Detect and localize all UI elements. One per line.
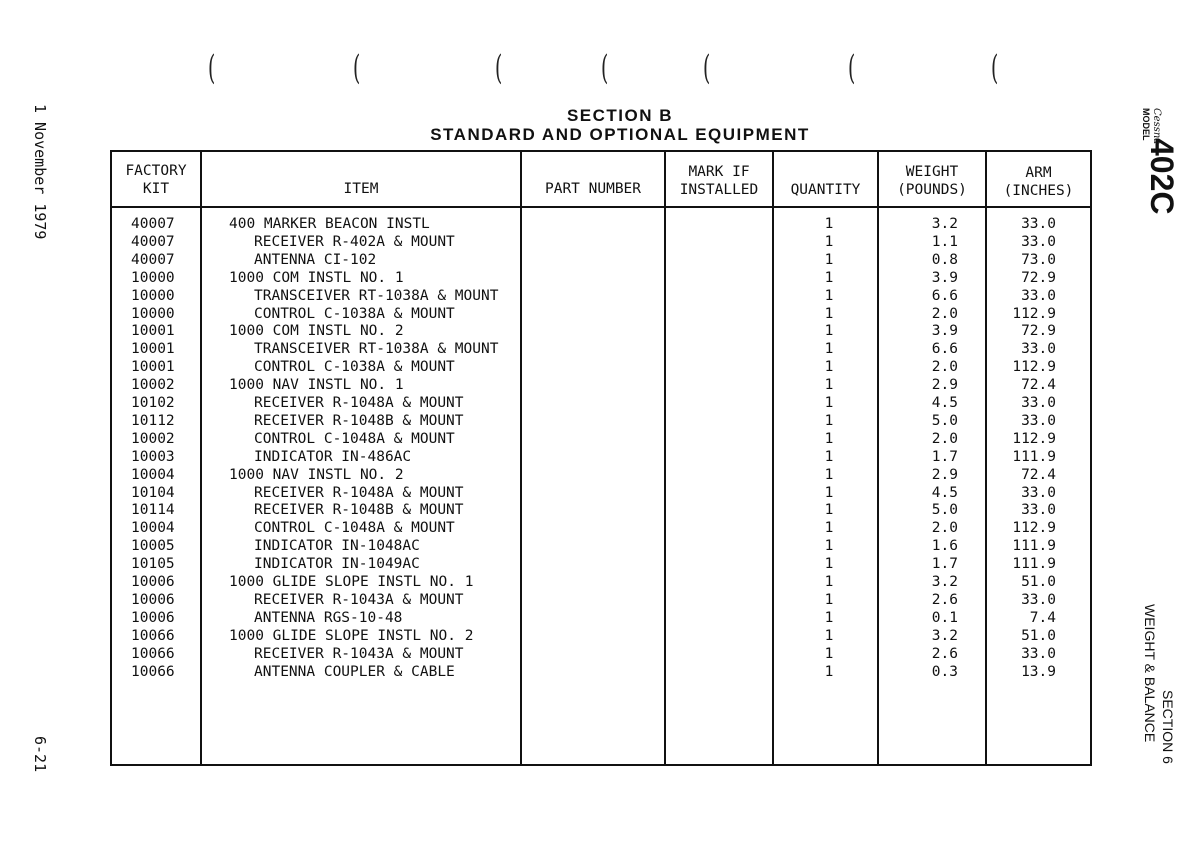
arm-cell: 51.0 [1021, 574, 1056, 590]
weight-cell: 0.1 [931, 609, 958, 626]
table-row [0, 394, 1196, 412]
weight-cell: 1.7 [931, 556, 958, 573]
weight-cell: 2.0 [931, 430, 958, 447]
weight-cell: 2.9 [931, 466, 958, 483]
factory-kit-cell: 10006 [131, 574, 175, 590]
table-row [0, 305, 1196, 323]
weight-cell: 2.0 [931, 305, 958, 322]
quantity-cell: 1 [824, 430, 834, 447]
cessna-logo: Cessna [1151, 108, 1162, 145]
table-row [0, 484, 1196, 502]
factory-kit-cell: 10002 [131, 377, 175, 394]
factory-kit-cell: 10004 [131, 466, 175, 483]
factory-kit-cell: 10112 [131, 412, 175, 429]
factory-kit-cell: 10005 [131, 538, 175, 555]
quantity-cell: 1 [824, 216, 834, 232]
table-row [0, 537, 1196, 555]
table-row [0, 448, 1196, 466]
table-row [0, 322, 1196, 340]
factory-kit-cell: 10003 [131, 448, 175, 465]
weight-cell: 2.6 [931, 645, 958, 662]
weight-cell: 3.2 [931, 627, 958, 644]
quantity-cell: 1 [824, 287, 834, 304]
quantity-cell: 1 [824, 269, 834, 286]
factory-kit-cell: 10104 [131, 484, 175, 501]
factory-kit-cell: 10066 [131, 663, 175, 680]
weight-cell: 3.2 [931, 216, 958, 232]
header-factory-kit: FACTORY KIT [125, 163, 187, 197]
factory-kit-cell: 10000 [131, 287, 175, 304]
table-row [0, 412, 1196, 430]
page-date: 1 November 1979 [31, 104, 49, 240]
table-row [0, 430, 1196, 448]
item-cell: 400 MARKER BEACON INSTL [229, 216, 430, 232]
table-row [0, 287, 1196, 305]
table-row [0, 466, 1196, 484]
factory-kit-cell: 40007 [131, 233, 175, 250]
quantity-cell: 1 [824, 466, 834, 483]
binder-mark: ( [600, 48, 609, 88]
binder-mark: ( [702, 48, 711, 88]
table-row [0, 627, 1196, 645]
arm-cell: 112.9 [1012, 305, 1056, 322]
weight-cell: 2.0 [931, 520, 958, 537]
model-number: 402C [1144, 138, 1180, 215]
item-cell: RECEIVER R-1043A & MOUNT [254, 645, 464, 662]
table-row [0, 251, 1196, 269]
factory-kit-cell: 10001 [131, 341, 175, 358]
arm-cell: 72.4 [1021, 377, 1056, 394]
item-cell: 1000 NAV INSTL NO. 2 [229, 466, 404, 483]
table-row [0, 663, 1196, 681]
header-part-number: PART NUMBER [544, 181, 642, 197]
quantity-cell: 1 [824, 663, 834, 680]
item-cell: 1000 COM INSTL NO. 1 [229, 269, 404, 286]
table-row [0, 358, 1196, 376]
factory-kit-cell: 40007 [131, 216, 175, 232]
item-cell: 1000 GLIDE SLOPE INSTL NO. 2 [229, 627, 474, 644]
arm-cell: 33.0 [1021, 341, 1056, 358]
binder-mark: ( [494, 48, 503, 88]
table-row [0, 233, 1196, 251]
item-cell: CONTROL C-1038A & MOUNT [254, 359, 455, 376]
arm-cell: 33.0 [1021, 412, 1056, 429]
weight-cell: 2.6 [931, 591, 958, 608]
weight-cell: 6.6 [931, 287, 958, 304]
item-cell: INDICATOR IN-1048AC [254, 538, 420, 555]
item-cell: RECEIVER R-402A & MOUNT [254, 233, 455, 250]
arm-cell: 33.0 [1021, 287, 1056, 304]
quantity-cell: 1 [824, 359, 834, 376]
header-weight: WEIGHT (POUNDS) [897, 164, 967, 198]
item-cell: TRANSCEIVER RT-1038A & MOUNT [254, 341, 499, 358]
weight-cell: 5.0 [931, 412, 958, 429]
page-number: 6-21 [31, 736, 49, 773]
arm-cell: 112.9 [1012, 430, 1056, 447]
binder-mark: ( [990, 48, 999, 88]
quantity-cell: 1 [824, 574, 834, 590]
weight-cell: 5.0 [931, 502, 958, 519]
quantity-cell: 1 [824, 448, 834, 465]
table-row [0, 555, 1196, 573]
table-row [0, 609, 1196, 627]
header-mark-if-installed: MARK IF INSTALLED [679, 164, 759, 198]
weight-cell: 6.6 [931, 341, 958, 358]
arm-cell: 112.9 [1012, 359, 1056, 376]
quantity-cell: 1 [824, 502, 834, 519]
arm-cell: 111.9 [1012, 448, 1056, 465]
quantity-cell: 1 [824, 538, 834, 555]
quantity-cell: 1 [824, 484, 834, 501]
weight-cell: 3.9 [931, 323, 958, 340]
factory-kit-cell: 10006 [131, 609, 175, 626]
item-cell: TRANSCEIVER RT-1038A & MOUNT [254, 287, 499, 304]
arm-cell: 13.9 [1021, 663, 1056, 680]
section-heading: SECTION B [566, 106, 674, 125]
table-row [0, 340, 1196, 358]
table-row [0, 269, 1196, 287]
table-row [0, 519, 1196, 537]
arm-cell: 33.0 [1021, 395, 1056, 411]
arm-cell: 112.9 [1012, 520, 1056, 537]
item-cell: INDICATOR IN-486AC [254, 448, 412, 465]
weight-cell: 4.5 [931, 484, 958, 501]
item-cell: INDICATOR IN-1049AC [254, 556, 420, 573]
table-row [0, 501, 1196, 519]
weight-cell: 1.1 [931, 233, 958, 250]
item-cell: RECEIVER R-1048A & MOUNT [254, 484, 464, 501]
arm-cell: 33.0 [1021, 484, 1056, 501]
factory-kit-cell: 10066 [131, 645, 175, 662]
header-quantity: QUANTITY [790, 182, 861, 198]
table-row [0, 376, 1196, 394]
item-cell: RECEIVER R-1048A & MOUNT [254, 395, 464, 411]
section-name: WEIGHT & BALANCE [1142, 604, 1158, 743]
arm-cell: 33.0 [1021, 233, 1056, 250]
arm-cell: 72.9 [1021, 323, 1056, 340]
item-cell: CONTROL C-1038A & MOUNT [254, 305, 455, 322]
item-cell: RECEIVER R-1048B & MOUNT [254, 502, 464, 519]
quantity-cell: 1 [824, 520, 834, 537]
section-number: SECTION 6 [1160, 690, 1176, 764]
arm-cell: 33.0 [1021, 645, 1056, 662]
item-cell: ANTENNA CI-102 [254, 251, 377, 268]
table-row [0, 215, 1196, 233]
quantity-cell: 1 [824, 305, 834, 322]
weight-cell: 3.9 [931, 269, 958, 286]
factory-kit-cell: 10000 [131, 269, 175, 286]
header-divider [110, 206, 1092, 208]
item-cell: CONTROL C-1048A & MOUNT [254, 430, 455, 447]
factory-kit-cell: 10001 [131, 359, 175, 376]
weight-cell: 0.3 [931, 663, 958, 680]
item-cell: 1000 NAV INSTL NO. 1 [229, 377, 404, 394]
arm-cell: 111.9 [1012, 538, 1056, 555]
factory-kit-cell: 10000 [131, 305, 175, 322]
page-title: STANDARD AND OPTIONAL EQUIPMENT [430, 125, 810, 144]
arm-cell: 72.9 [1021, 269, 1056, 286]
table-row [0, 573, 1196, 591]
quantity-cell: 1 [824, 645, 834, 662]
quantity-cell: 1 [824, 556, 834, 573]
quantity-cell: 1 [824, 412, 834, 429]
quantity-cell: 1 [824, 323, 834, 340]
weight-cell: 4.5 [931, 395, 958, 411]
header-item: ITEM [343, 181, 379, 197]
arm-cell: 73.0 [1021, 251, 1056, 268]
arm-cell: 33.0 [1021, 216, 1056, 232]
factory-kit-cell: 10001 [131, 323, 175, 340]
weight-cell: 3.2 [931, 574, 958, 590]
factory-kit-cell: 10066 [131, 627, 175, 644]
arm-cell: 111.9 [1012, 556, 1056, 573]
binder-mark: ( [352, 48, 361, 88]
item-cell: ANTENNA RGS-10-48 [254, 609, 403, 626]
model-prefix: MODEL [1141, 108, 1151, 141]
arm-cell: 33.0 [1021, 502, 1056, 519]
factory-kit-cell: 10004 [131, 520, 175, 537]
arm-cell: 72.4 [1021, 466, 1056, 483]
factory-kit-cell: 10105 [131, 556, 175, 573]
quantity-cell: 1 [824, 591, 834, 608]
item-cell: ANTENNA COUPLER & CABLE [254, 663, 455, 680]
factory-kit-cell: 10002 [131, 430, 175, 447]
binder-mark: ( [207, 48, 216, 88]
table-row [0, 591, 1196, 609]
weight-cell: 2.9 [931, 377, 958, 394]
weight-cell: 0.8 [931, 251, 958, 268]
arm-cell: 33.0 [1021, 591, 1056, 608]
factory-kit-cell: 40007 [131, 251, 175, 268]
item-cell: RECEIVER R-1048B & MOUNT [254, 412, 464, 429]
weight-cell: 1.6 [931, 538, 958, 555]
binder-mark: ( [847, 48, 856, 88]
item-cell: 1000 COM INSTL NO. 2 [229, 323, 404, 340]
factory-kit-cell: 10114 [131, 502, 175, 519]
table-row [0, 645, 1196, 663]
factory-kit-cell: 10102 [131, 395, 175, 411]
quantity-cell: 1 [824, 341, 834, 358]
quantity-cell: 1 [824, 627, 834, 644]
quantity-cell: 1 [824, 609, 834, 626]
weight-cell: 1.7 [931, 448, 958, 465]
item-cell: 1000 GLIDE SLOPE INSTL NO. 1 [229, 574, 474, 590]
weight-cell: 2.0 [931, 359, 958, 376]
item-cell: CONTROL C-1048A & MOUNT [254, 520, 455, 537]
quantity-cell: 1 [824, 377, 834, 394]
quantity-cell: 1 [824, 395, 834, 411]
quantity-cell: 1 [824, 233, 834, 250]
arm-cell: 7.4 [1029, 609, 1056, 626]
factory-kit-cell: 10006 [131, 591, 175, 608]
quantity-cell: 1 [824, 251, 834, 268]
header-arm: ARM (INCHES) [1003, 165, 1074, 199]
item-cell: RECEIVER R-1043A & MOUNT [254, 591, 464, 608]
arm-cell: 51.0 [1021, 627, 1056, 644]
